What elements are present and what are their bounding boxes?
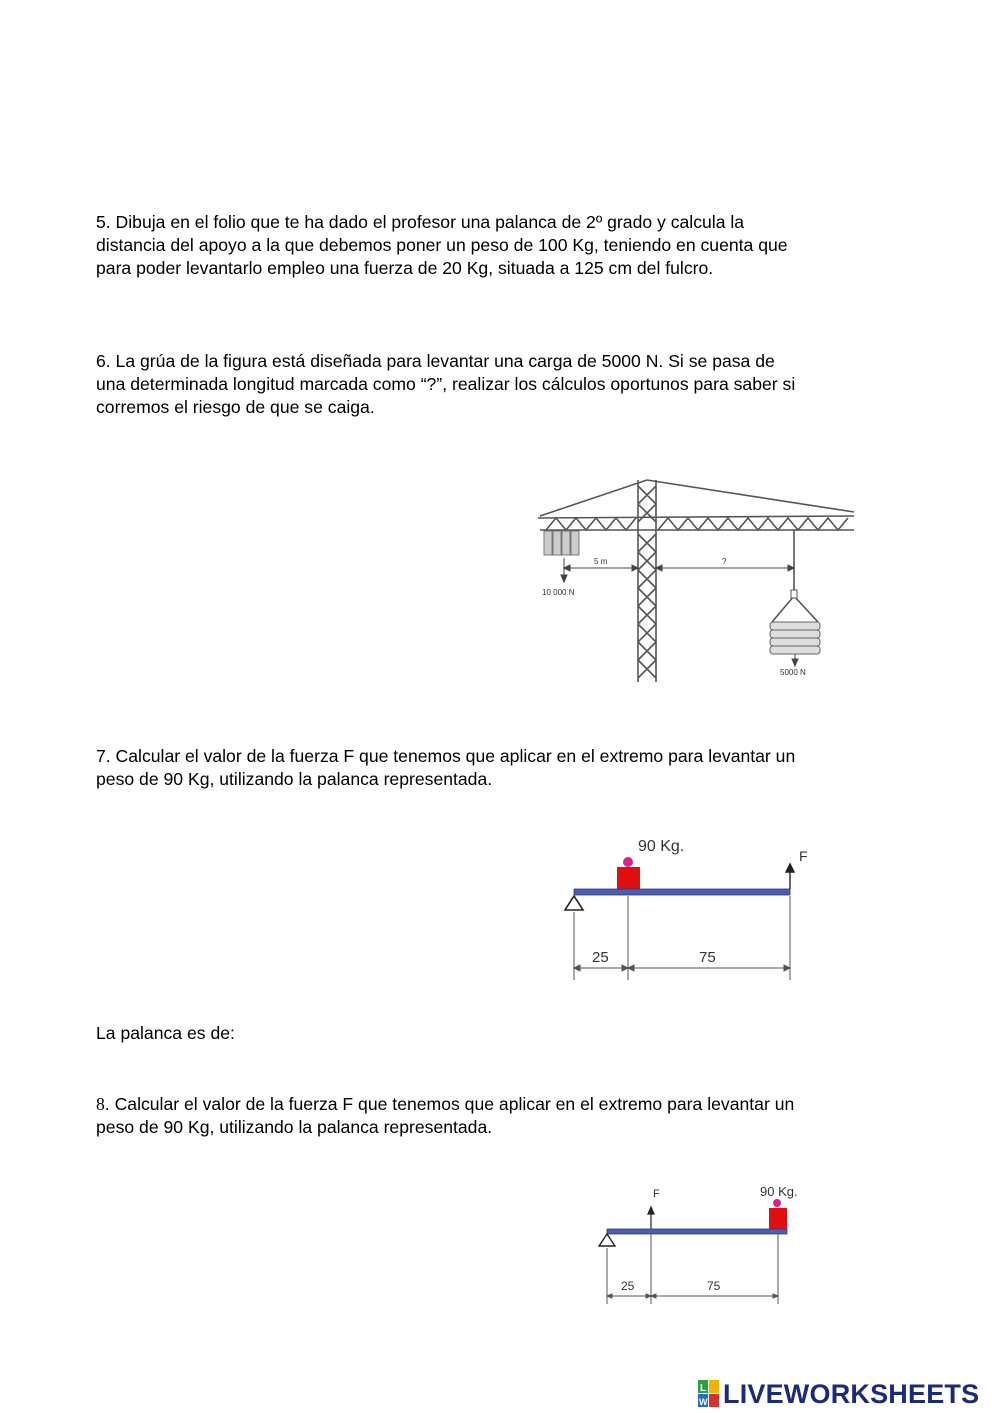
- lever7-beam: [574, 889, 790, 895]
- question-8-line: [96, 1093, 916, 1116]
- question-7-text: [96, 745, 916, 791]
- liveworksheets-wordmark: LIVEWORKSHEETS: [723, 1378, 980, 1409]
- crane-left-distance-label: 5 m: [594, 557, 608, 566]
- liveworksheets-brand: [697, 1376, 979, 1412]
- question-7-line: peso de 90 Kg, utilizando la palanca representada.: [96, 769, 493, 789]
- crane-figure: [532, 476, 862, 688]
- question-6-line: una determinada longitud marcada como “?”, realizar los cálculos oportunos para saber si: [96, 374, 796, 394]
- question-5-line: 5. Dibuja en el folio que te ha dado el profesor una palanca de 2º grado y calcula la: [96, 212, 745, 232]
- question-8-line: peso de 90 Kg, utilizando la palanca representada.: [96, 1117, 493, 1137]
- question-6-text: [96, 350, 916, 419]
- lever7-dim-left: 25: [592, 949, 609, 966]
- lever8-weight-label: 90 Kg.: [760, 1184, 798, 1199]
- lever8-fulcrum-icon: [599, 1234, 615, 1246]
- crane-load-label: 5000 N: [780, 668, 806, 677]
- lever7-weight-dot: [623, 857, 633, 867]
- lever8-dim-right: 75: [707, 1279, 721, 1293]
- lever-type-prompt: [96, 1022, 916, 1045]
- lever-type-label: La palanca es de:: [96, 1023, 235, 1043]
- logo-letter-w: W: [699, 1397, 708, 1407]
- question-8-line-text: . Calcular el valor de la fuerza F que tenemos que aplicar en el extremo para levantar un: [104, 1094, 795, 1114]
- question-5-line: distancia del apoyo a la que debemos poner un peso de 100 Kg, teniendo en cuenta que: [96, 235, 788, 255]
- logo-letter-l: L: [700, 1383, 707, 1394]
- question-8-text: [96, 1093, 916, 1139]
- lever7-weight-box: [617, 867, 640, 891]
- crane-counterweight-label: 10 000 N: [542, 588, 575, 597]
- question-5-text: [96, 211, 916, 280]
- question-5-line: para poder levantarlo empleo una fuerza de 20 Kg, situada a 125 cm del fulcro.: [96, 258, 714, 278]
- crane-right-distance-label: ?: [722, 557, 727, 566]
- lever8-force-label: F: [653, 1188, 660, 1200]
- question-7-line: 7. Calcular el valor de la fuerza F que tenemos que aplicar en el extremo para levantar un: [96, 746, 796, 766]
- lever-figure-7: [558, 830, 828, 986]
- question-8-number: 8: [96, 1094, 105, 1114]
- lever7-force-arrow: [786, 864, 794, 889]
- lever7-dim-right: 75: [699, 949, 716, 966]
- lever8-weight-box: [769, 1208, 787, 1229]
- lever7-weight-label: 90 Kg.: [638, 838, 685, 855]
- lever-figure-8: [590, 1178, 820, 1308]
- lever8-beam: [607, 1229, 787, 1234]
- question-6-line: 6. La grúa de la figura está diseñada para levantar una carga de 5000 N. Si se pasa de: [96, 351, 775, 371]
- question-6-line: corremos el riesgo de que se caiga.: [96, 397, 375, 417]
- lever8-force-arrow: [648, 1207, 654, 1229]
- lever8-dim-left: 25: [621, 1279, 635, 1293]
- lever7-force-label: F: [799, 848, 808, 864]
- lever8-weight-dot: [773, 1199, 781, 1207]
- liveworksheets-logo-icon: [697, 1379, 721, 1409]
- lever7-fulcrum-icon: [565, 896, 583, 910]
